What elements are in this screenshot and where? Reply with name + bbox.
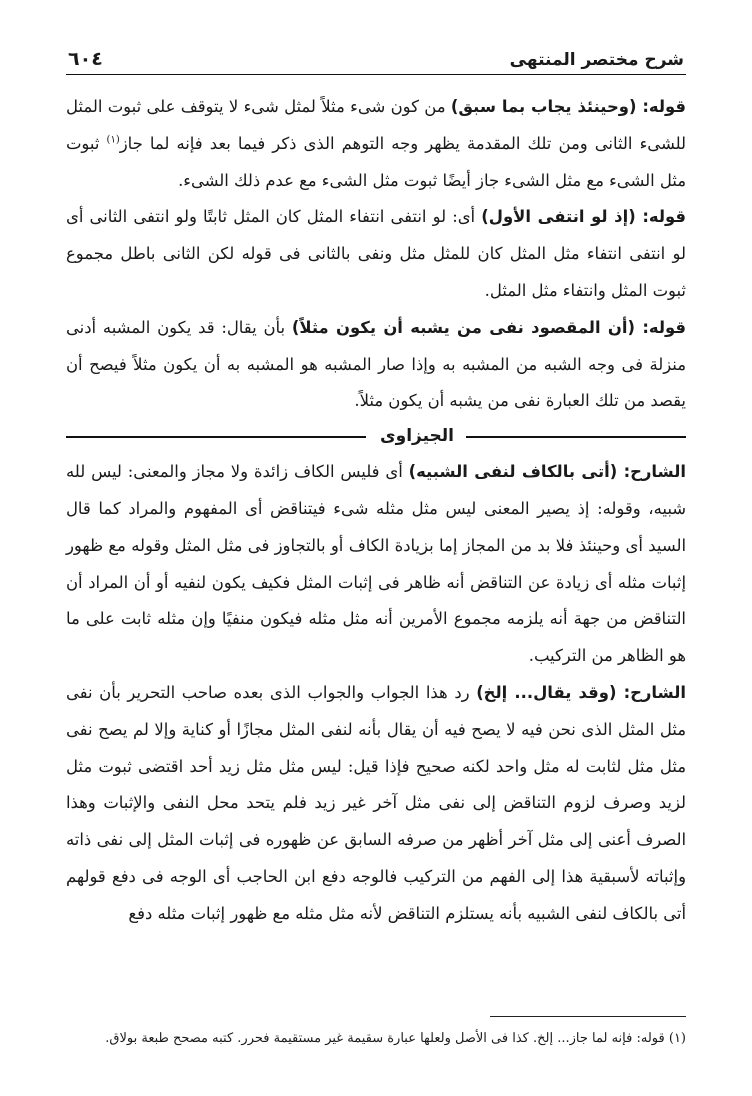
divider-line-left	[66, 436, 366, 438]
divider-line-right	[466, 436, 686, 438]
page-header	[66, 44, 686, 75]
paragraph-3	[66, 310, 686, 420]
section-divider	[66, 422, 686, 450]
footnote-separator	[490, 1016, 686, 1017]
page-number: ٦٠٤	[68, 48, 103, 70]
paragraph-5-lead: الشارح: (وقد يقال... إلخ)	[476, 682, 686, 702]
paragraph-1-tail: ثبوت مثل الشىء مع مثل الشىء جاز أيضًا ثبوت مثل الشىء مع عدم ذلك الشىء.	[66, 133, 686, 190]
paragraph-5	[66, 675, 686, 933]
paragraph-1-lead: قوله: (وحينئذ يجاب بما سبق)	[450, 97, 687, 116]
paragraph-4-text: أى فليس الكاف زائدة ولا مجاز والمعنى: ليس لله شبيه، وقوله: إذ يصير المعنى ليس مثل مثله شىء فيتناقض أى المفهوم والمراد كما قال السيد أى وحينئذ فلا بد من المجاز إما بزيادة الكاف أو بالتجاوز فى مثل المثل وقوله مع ظهور إثبات مثله أى زيادة عن التناقض أنه ظاهر فى إثبات المثل فكيف يكون لنفيه أو أن المراد أن التناقض من جهة أنه يلزمه مجموع الأمرين أنه مثل مثله فيكون منفيًا وإن مثله ثابت على ما هو الظاهر من التركيب.	[66, 462, 686, 666]
main-text	[66, 89, 686, 933]
paragraph-4-lead: الشارح: (أتى بالكاف لنفى الشبيه)	[408, 462, 686, 482]
paragraph-1	[66, 89, 686, 199]
paragraph-2-lead: قوله: (إذ لو انتفى الأول)	[481, 207, 686, 227]
paragraph-4	[66, 454, 686, 675]
paragraph-1-text: من كون شىء مثلاً لمثل شىء لا يتوقف على ثبوت المثل للشىء الثانى ومن تلك المقدمة يظهر وجه التوهم الذى ذكر فيما بعد فإنه لما جاز	[66, 97, 686, 153]
paragraph-2	[66, 199, 686, 309]
paragraph-3-lead: قوله: (أن المقصود نفى من يشبه أن يكون مثلاً)	[291, 317, 686, 337]
section-label: الجيزاوى	[380, 426, 454, 447]
running-title: شرح مختصر المنتهى	[509, 50, 684, 70]
paragraph-3-text: بأن يقال: قد يكون المشبه أدنى منزلة فى وجه الشبه من المشبه به وإذا صار المشبه هو المشبه به أن يكون مثلاً فيصح أن يقصد من تلك العبارة نفى من يشبه أن يكون مثلاً.	[66, 317, 686, 411]
paragraph-2-text: أى: لو انتفى انتفاء المثل كان المثل ثابتًا ولو انتفى الثانى أى لو انتفى انتفاء مثل المثل كان للمثل مثل ونفى بالثانى فى قوله لكن الثانى باطل مجموع ثبوت المثل وانتفاء مثل المثل.	[66, 207, 686, 300]
footnote: (١) قوله: فإنه لما جاز... إلخ. كذا فى الأصل ولعلها عبارة سقيمة غير مستقيمة فحرر. كتبه مصحح طبعة بولاق.	[105, 1031, 686, 1046]
footnote-ref[interactable]: (١)	[106, 134, 120, 146]
page	[66, 44, 687, 1046]
paragraph-5-text: رد هذا الجواب والجواب الذى بعده صاحب التحرير بأن نفى مثل المثل الذى نحن فيه لا يصح فيه أن يقال بأنه لنفى المثل مجازًا أو كناية وإلا لم يصح نفى مثل مثل لثابت له مثل واحد لكنه صحيح فإذا قيل: ليس مثل مثل زيد أحد اقتضى ثبوت مثل لزيد وصرف لزوم التناقض إلى نفى مثل آخر غير زيد فلم يتحد محل النفى والإثبات وهذا الصرف أعنى إلى مثل آخر أظهر من صرفه السابق عن ظهوره فى إثبات المثل إلى نفى ذاته وإثباته لأسبقية هذا إلى الفهم من التركيب فالوجه دفع ابن الحاجب أى الوجه فى دفع قولهم أتى بالكاف لنفى الشبيه بأنه يستلزم التناقض لأنه مثل مثله مع ظهور إثبات مثله دفع	[66, 682, 686, 923]
